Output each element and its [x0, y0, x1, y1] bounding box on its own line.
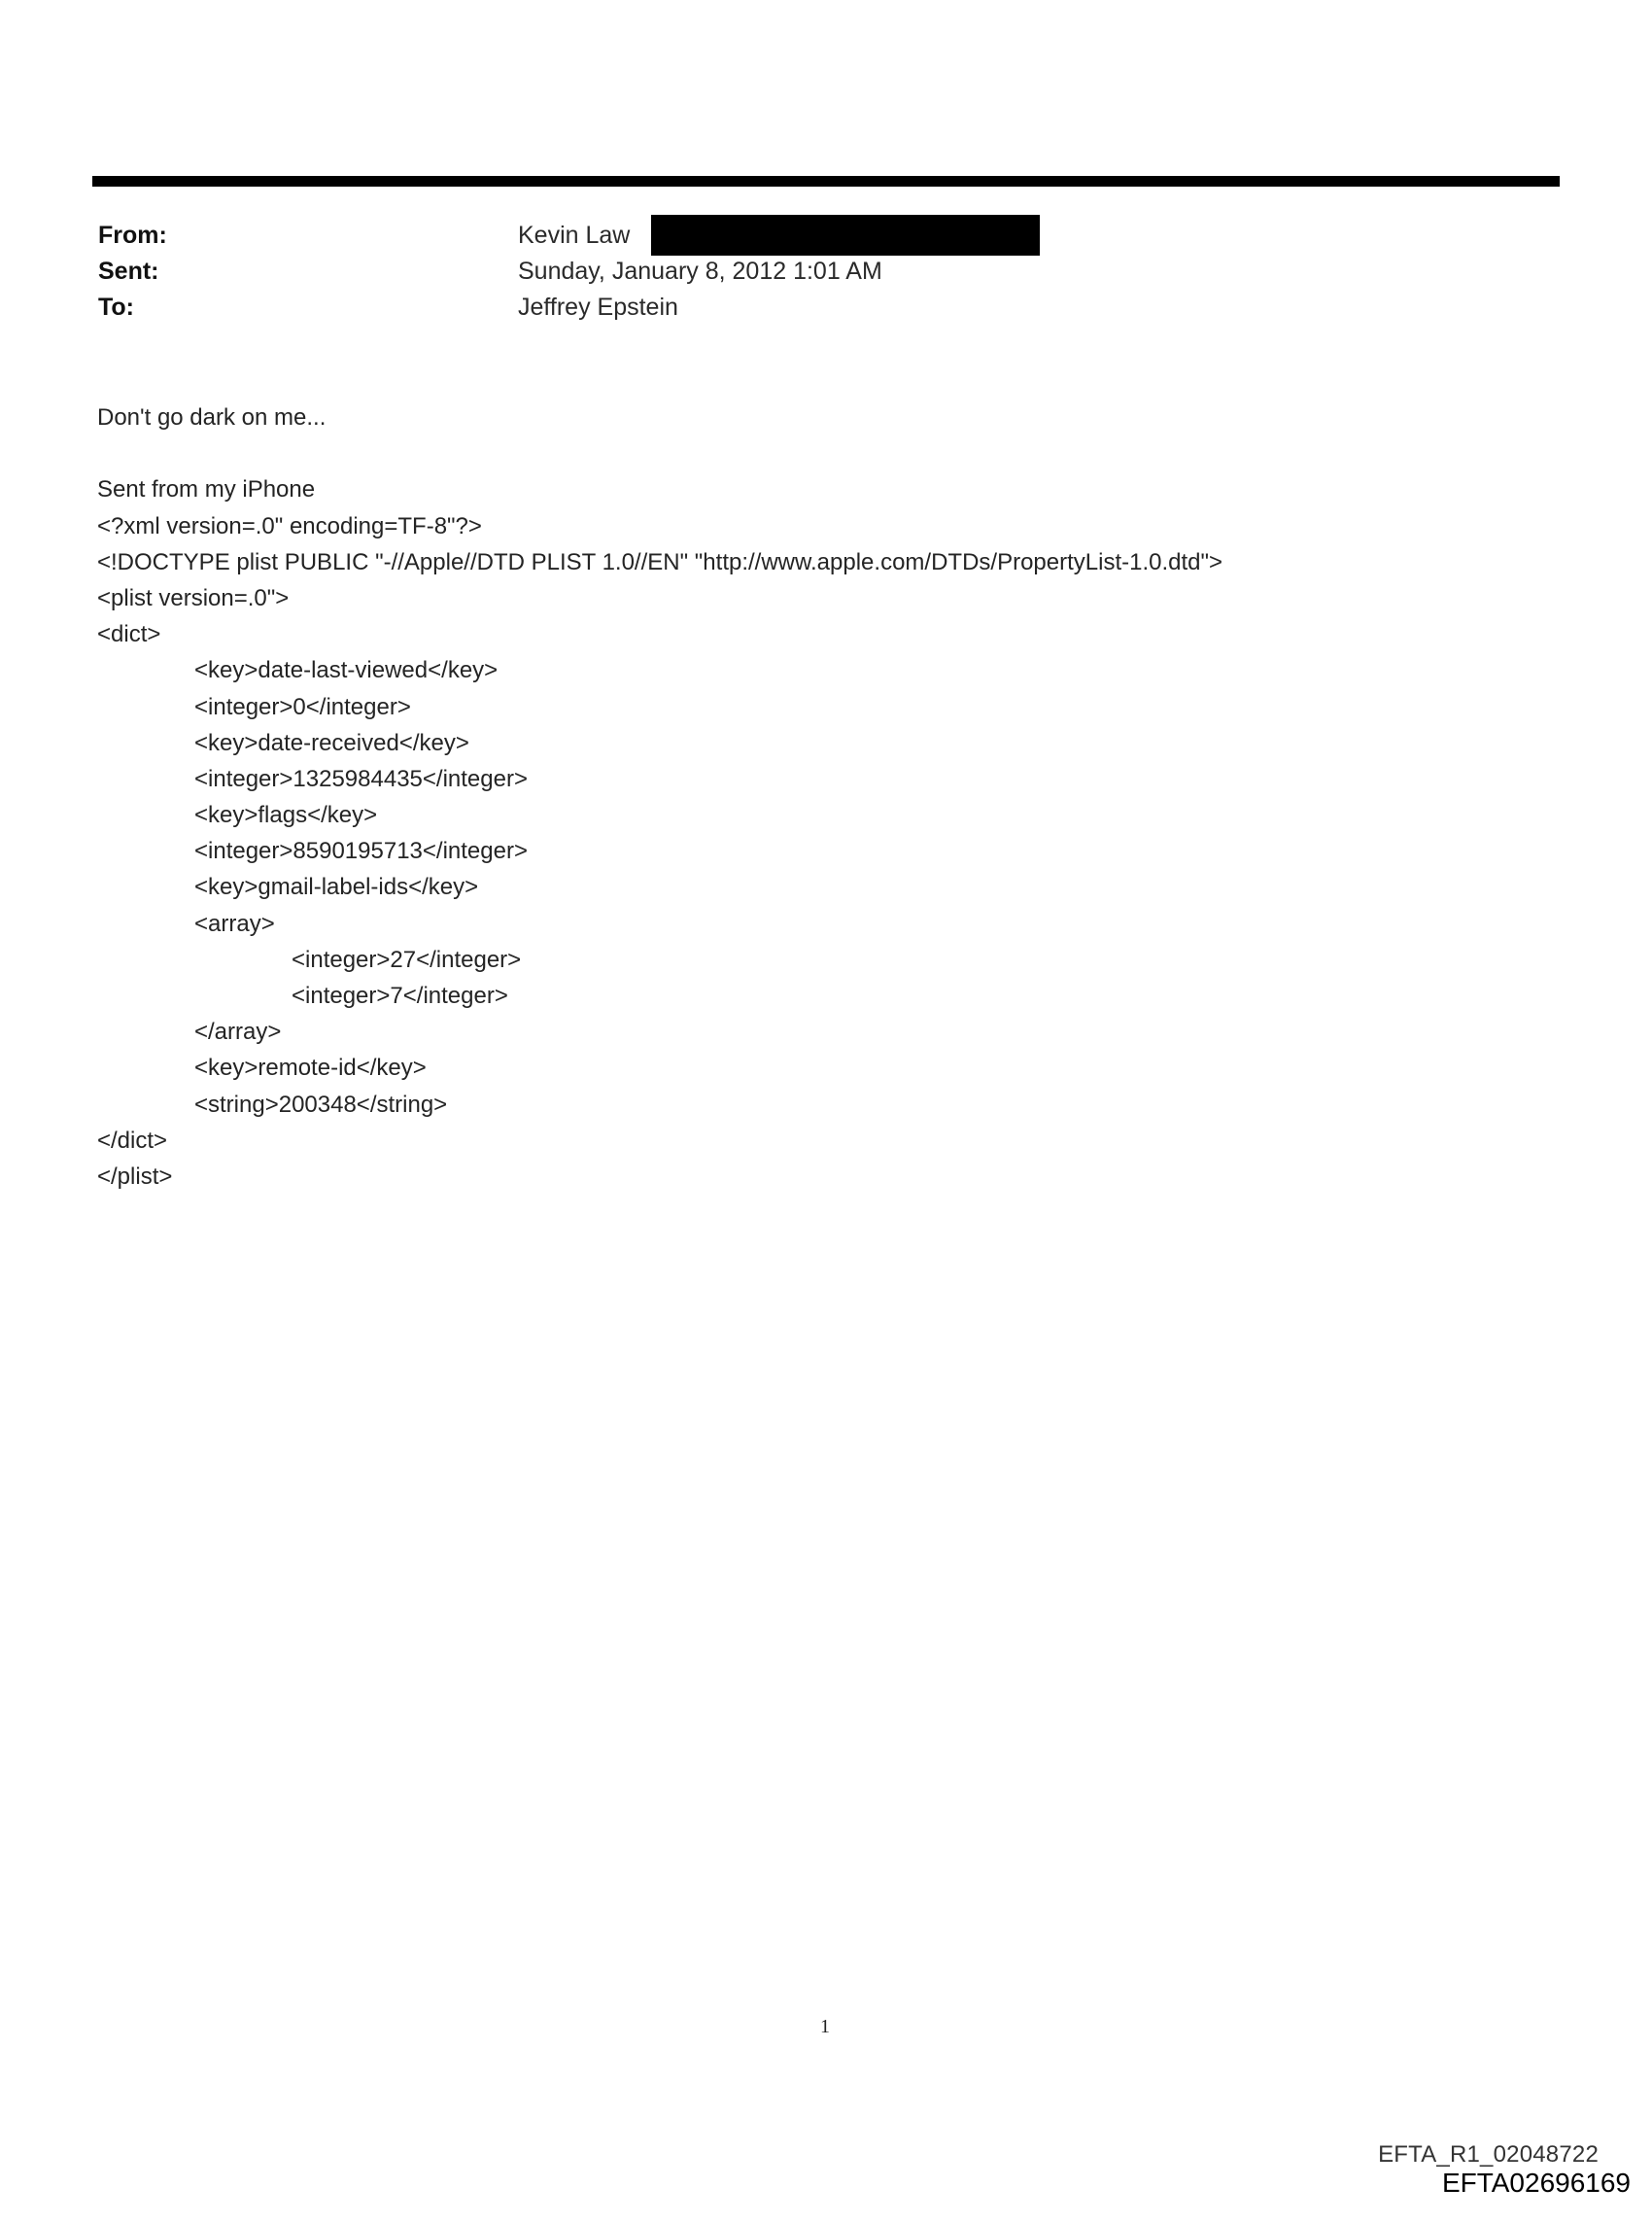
- sent-row: [0, 254, 1652, 290]
- plist-line: <key>remote-id</key>: [194, 1055, 427, 1082]
- plist-line: <key>date-last-viewed</key>: [194, 657, 499, 684]
- plist-line: <key>date-received</key>: [194, 729, 469, 756]
- bates-stamp-r1: EFTA_R1_02048722: [1378, 2141, 1599, 2168]
- plist-line: <integer>7</integer>: [292, 983, 508, 1009]
- sent-label: Sent:: [98, 258, 159, 285]
- plist-line: <string>200348</string>: [194, 1091, 448, 1118]
- bates-stamp: EFTA02696169: [1441, 2168, 1631, 2198]
- to-value: Jeffrey Epstein: [518, 294, 678, 321]
- plist-line: </dict>: [97, 1127, 168, 1154]
- signature-text: Sent from my iPhone: [97, 476, 316, 503]
- from-label: From:: [98, 222, 167, 249]
- message-text: Don't go dark on me...: [97, 404, 327, 431]
- plist-line: <?xml version=.0" encoding=TF-8"?>: [97, 512, 482, 539]
- blank-line: [0, 435, 1652, 471]
- sent-value: Sunday, January 8, 2012 1:01 AM: [518, 258, 882, 285]
- from-value: Kevin Law: [518, 222, 631, 249]
- plist-line: </array>: [194, 1019, 282, 1046]
- page-number: 1: [820, 2016, 830, 2037]
- plist-line: <integer>27</integer>: [292, 946, 522, 973]
- plist-line: <plist version=.0">: [97, 584, 290, 611]
- plist-line: <integer>0</integer>: [194, 693, 411, 720]
- plist-line: <array>: [194, 910, 275, 937]
- plist-line: <key>flags</key>: [194, 802, 378, 829]
- plist-line: <key>gmail-label-ids</key>: [194, 874, 479, 901]
- email-body: [0, 399, 1652, 1195]
- plist-line: <!DOCTYPE plist PUBLIC "-//Apple//DTD PLIST 1.0//EN" "http://www.apple.com/DTDs/PropertyList-1.0.dtd">: [97, 548, 1223, 575]
- to-label: To:: [98, 294, 135, 321]
- plist-line: </plist>: [97, 1163, 173, 1190]
- to-row: [0, 290, 1652, 326]
- plist-line: <integer>1325984435</integer>: [194, 765, 528, 792]
- plist-line: <integer>8590195713</integer>: [194, 838, 528, 865]
- plist-line: <dict>: [97, 621, 161, 648]
- redaction-box: [651, 215, 1040, 256]
- header-rule: [92, 176, 1560, 187]
